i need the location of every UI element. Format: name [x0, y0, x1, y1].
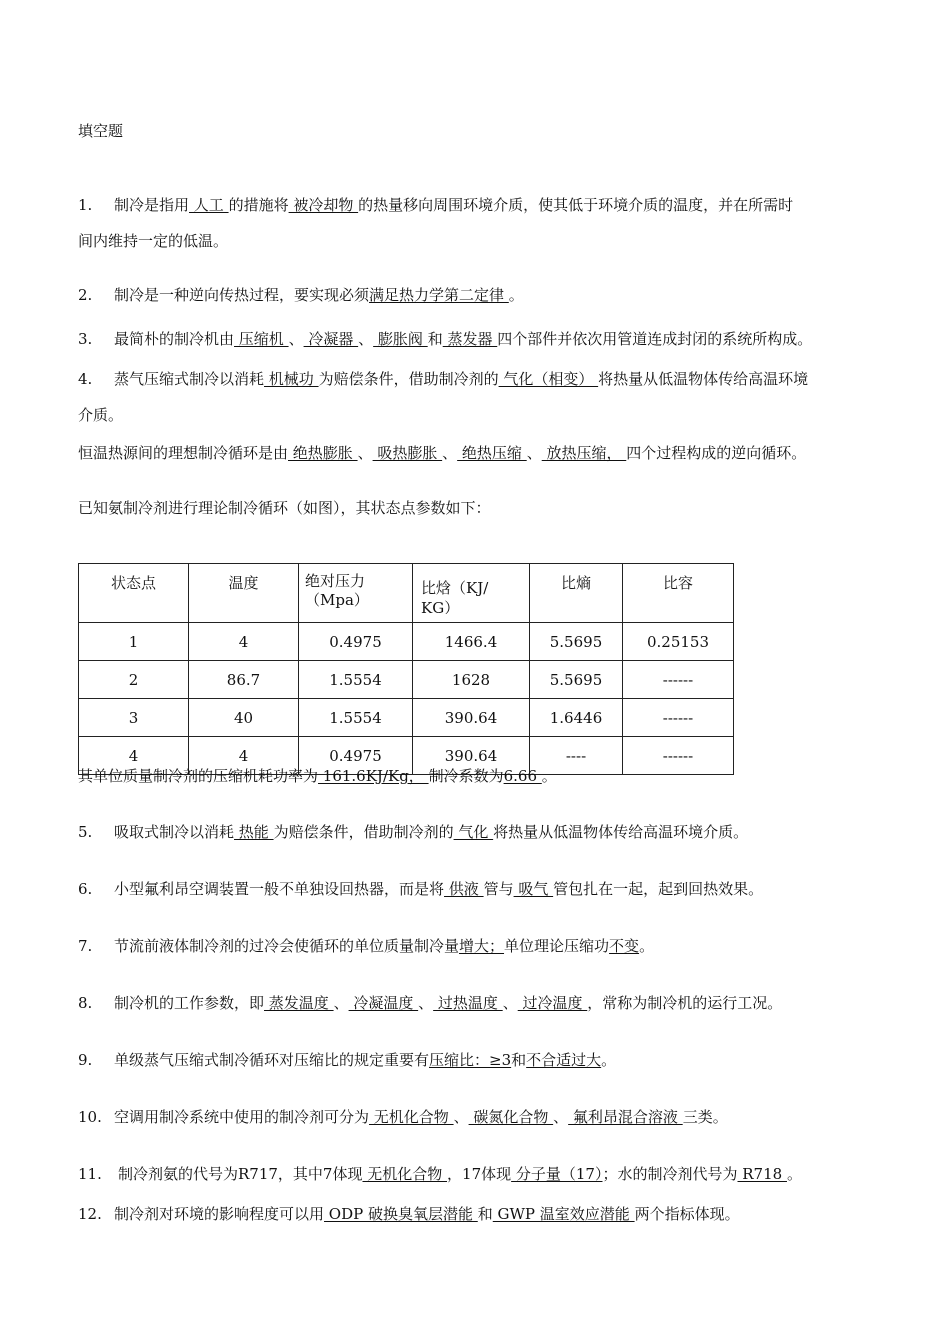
question-number: 1.	[78, 196, 93, 214]
section-title: 填空题	[78, 122, 124, 140]
answer-blank: 过热温度	[433, 994, 503, 1012]
state-parameters-table	[78, 563, 734, 775]
question-4-continued: 介质。	[78, 406, 124, 424]
answer-blank: 满足热力学第二定律	[369, 286, 509, 304]
answer-blank: 压缩机	[234, 330, 289, 348]
header-cell: 比熵	[530, 564, 623, 623]
question-number: 10.	[78, 1108, 102, 1126]
answer-blank: 机械功	[264, 370, 319, 388]
question-number: 3.	[78, 330, 93, 348]
question-4: 4. 蒸气压缩式制冷以消耗 机械功 为赔偿条件，借助制冷剂的 气化（相变） 将热量从低温物体传给高温环境	[78, 370, 809, 388]
answer-blank: 吸热膨胀	[372, 444, 443, 462]
answer-blank: 碳氮化合物	[468, 1108, 554, 1126]
answer-blank: 161.6KJ/Kg，	[318, 767, 429, 785]
question-6: 6. 小型氟利昂空调装置一般不单独设回热器，而是将 供液 管与 吸气 管包扎在一起，起到回热效果。	[78, 880, 764, 898]
answer-blank: 氟利昂混合溶液	[568, 1108, 683, 1126]
answer-blank: 气化	[453, 823, 494, 841]
answer-blank: 蒸发器	[442, 330, 498, 348]
answer-blank: 6.66	[503, 767, 542, 785]
answer-blank: 分子量（17）	[511, 1165, 603, 1183]
answer-blank: 蒸发温度	[264, 994, 334, 1012]
answer-blank: 冷凝器	[303, 330, 359, 348]
answer-blank: 冷凝温度	[348, 994, 419, 1012]
question-1-continued: 间内维持一定的低温。	[78, 232, 229, 250]
question-number: 7.	[78, 937, 93, 955]
table-header-row	[79, 564, 734, 623]
table-intro: 已知氨制冷剂进行理论制冷循环（如图），其状态点参数如下：	[78, 499, 491, 517]
question-number: 5.	[78, 823, 93, 841]
header-cell: 温度	[189, 564, 299, 623]
question-3: 3. 最简朴的制冷机由 压缩机 、 冷凝器 、 膨胀阀 和 蒸发器 四个部件并依次用管道连成封闭的系统所构成。	[78, 330, 813, 348]
answer-blank: 过冷温度	[517, 994, 588, 1012]
question-7: 7. 节流前液体制冷剂的过冷会使循环的单位质量制冷量增大；单位理论压缩功不变。	[78, 937, 655, 955]
header-cell: 绝对压力 （Mpa）	[299, 564, 413, 623]
question-11: 11. 制冷剂氨的代号为R717，其中7体现 无机化合物 ，17体现 分子量（17）；水的制冷剂代号为 R718 。	[78, 1165, 802, 1183]
question-number: 2.	[78, 286, 93, 304]
answer-blank: ODP 破换臭氧层潜能	[324, 1205, 478, 1223]
question-number: 4.	[78, 370, 93, 388]
question-5: 5. 吸取式制冷以消耗 热能 为赔偿条件，借助制冷剂的 气化 将热量从低温物体传给高温环境介质。	[78, 823, 749, 841]
answer-blank: 绝热膨胀	[288, 444, 358, 462]
answer-blank: 气化（相变）	[498, 370, 599, 388]
answer-blank: 供液	[444, 880, 484, 898]
answer-blank: 不变	[609, 937, 640, 955]
answer-blank: 膨胀阀	[373, 330, 428, 348]
question-1: 1. 制冷是指用 人工 的措施将 被冷却物 的热量移向周围环境介质，使其低于环境介质的温度，并在所需时	[78, 196, 794, 214]
question-8: 8. 制冷机的工作参数，即 蒸发温度 、 冷凝温度 、 过热温度 、 过冷温度 ，常称为制冷机的运行工况。	[78, 994, 783, 1012]
answer-blank: 压缩比：≥3	[429, 1051, 512, 1069]
header-cell: 比容	[623, 564, 734, 623]
answer-blank: 增大；	[459, 937, 505, 955]
answer-blank: R718	[737, 1165, 787, 1183]
table-row: 2 86.7 1.5554 1628 5.5695 ------	[79, 661, 734, 699]
question-number: 11.	[78, 1165, 102, 1183]
question-number: 12.	[78, 1205, 102, 1223]
answer-blank: 绝热压缩	[457, 444, 527, 462]
answer-blank: 被冷却物	[288, 196, 359, 214]
answer-blank: 放热压缩，	[541, 444, 627, 462]
answer-blank: GWP 温室效应潜能	[492, 1205, 635, 1223]
answer-blank: 不合适过大	[526, 1051, 602, 1069]
question-2: 2. 制冷是一种逆向传热过程，要实现必须满足热力学第二定律 。	[78, 286, 524, 304]
question-12: 12. 制冷剂对环境的影响程度可以用 ODP 破换臭氧层潜能 和 GWP 温室效应潜能 两个指标体现。	[78, 1205, 740, 1223]
question-number: 9.	[78, 1051, 93, 1069]
question-10: 10. 空调用制冷系统中使用的制冷剂可分为 无机化合物 、 碳氮化合物 、 氟利昂混合溶液 三类。	[78, 1108, 728, 1126]
header-cell: 比焓（KJ/ KG）	[413, 564, 530, 623]
header-cell: 状态点	[79, 564, 189, 623]
question-number: 6.	[78, 880, 93, 898]
table-result: 其单位质量制冷剂的压缩机耗功率为 161.6KJ/Kg， 制冷系数为6.66 。	[78, 767, 557, 785]
answer-blank: 无机化合物	[369, 1108, 454, 1126]
answer-blank: 热能	[234, 823, 274, 841]
table-row: 4 4 0.4975 390.64 ---- ------	[79, 737, 734, 775]
answer-blank: 无机化合物	[362, 1165, 448, 1183]
table-row: 3 40 1.5554 390.64 1.6446 ------	[79, 699, 734, 737]
answer-blank: 人工	[189, 196, 229, 214]
table-row: 1 4 0.4975 1466.4 5.5695 0.25153	[79, 623, 734, 661]
question-9: 9. 单级蒸气压缩式制冷循环对压缩比的规定重要有压缩比：≥3和不合适过大。	[78, 1051, 617, 1069]
question-ideal-cycle: 恒温热源间的理想制冷循环是由 绝热膨胀 、 吸热膨胀 、 绝热压缩 、 放热压缩， 四个过程构成的逆向循环。	[78, 444, 807, 462]
answer-blank: 吸气	[513, 880, 554, 898]
question-number: 8.	[78, 994, 93, 1012]
